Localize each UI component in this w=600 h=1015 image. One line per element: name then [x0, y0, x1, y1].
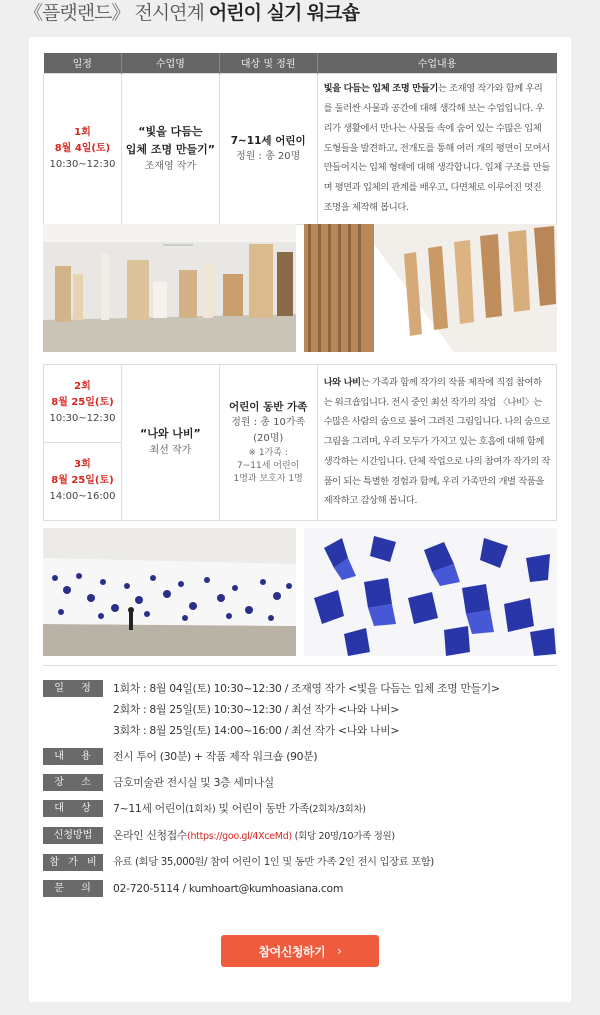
gallery-photo-butterfly-room	[43, 528, 296, 656]
apply-value-b: (회당 20명/10가족 정원)	[291, 831, 395, 842]
info-value-schedule	[113, 680, 500, 739]
session1-capacity: 정원 : 총 20명	[236, 150, 301, 162]
target-note-b: (2회차/3회차)	[309, 804, 366, 815]
info-row-contact	[43, 880, 557, 897]
info-label-target: 대 상	[43, 800, 103, 817]
session1-number: 1회	[74, 126, 91, 138]
session23-note-2: 7~11세 어린이	[236, 460, 300, 471]
target-value-a: 7~11세 어린이	[113, 802, 186, 815]
session23-note-1: ※ 1가족 :	[248, 447, 288, 458]
gallery-photo-sculptures	[43, 224, 296, 352]
session23-target	[219, 364, 317, 520]
schedule-line-3: 3회차 : 8월 25일(토) 14:00~16:00 / 최선 작가 <나와 나비>	[113, 724, 400, 737]
session3-day: 8월 25일(토)	[51, 475, 114, 486]
info-value-fee: 유료 (회당 35,000원/ 참여 어린이 1인 및 동반 가족 2인 전시 입장료 포함)	[113, 857, 434, 868]
info-row-target	[43, 800, 557, 818]
table-header-row	[44, 53, 557, 73]
apply-value-a: 온라인 신청접수	[113, 829, 188, 842]
page-title-light: 《플랫랜드》 전시연계	[24, 2, 204, 24]
info-label-apply: 신청방법	[43, 827, 103, 844]
info-row-apply	[43, 827, 557, 845]
apply-button[interactable]	[221, 935, 379, 967]
info-value-content: 전시 투어 (30분) + 작품 제작 워크숍 (90분)	[113, 750, 318, 763]
apply-button-label: 참여신청하기	[258, 944, 326, 959]
divider	[43, 665, 557, 666]
info-value-contact: 02-720-5114 / kumhoart@kumhoasiana.com	[113, 882, 344, 895]
info-row-schedule	[43, 680, 557, 739]
th-content: 수업내용	[317, 53, 556, 73]
info-label-content: 내 용	[43, 748, 103, 765]
session3-date	[44, 442, 122, 520]
session2-time: 10:30~12:30	[49, 413, 116, 424]
session2-date	[44, 364, 122, 442]
session2-day: 8월 25일(토)	[51, 397, 114, 408]
session23-artist: 최선 작가	[149, 445, 192, 456]
gallery-photo-wood-detail	[304, 224, 557, 352]
session23-target-text: 어린이 동반 가족	[229, 400, 308, 413]
session23-note-3: 1명과 보호자 1명	[233, 473, 303, 484]
schedule-line-2: 2회차 : 8월 25일(토) 10:30~12:30 / 최선 작가 <나와 나비>	[113, 703, 400, 716]
session1-target-text: 7~11세 어린이	[230, 134, 306, 147]
session23-desc-bold: 나와 나비	[323, 376, 361, 388]
session23-description	[317, 364, 556, 520]
session1-desc-bold: 빛을 다듬는 입체 조명 만들기	[323, 83, 438, 95]
session1-date	[44, 73, 122, 224]
info-label-place: 장 소	[43, 774, 103, 791]
info-label-fee: 참 가 비	[43, 854, 103, 871]
session1-class	[121, 73, 219, 224]
chevron-right-icon: ›	[337, 944, 342, 958]
page-title-bold: 어린이 실기 워크숍	[208, 2, 359, 24]
session23-desc-text: 는 가족과 함께 작가의 작품 제작에 직접 참여하는 워크숍입니다. 전시 중인 최선 작가의 작업 〈나비〉는 수많은 사람의 숨으로 불어 그려진 그림입니다. 나의 숨으로 그림을 그리며, 우리 모두가 가지고 있는 호흡에 대해 함께 생각하는 시간입니다. 단체 작업으로 나의 참여가 작가의 작품이 되는 특별한 경험과 함께, 우리 가족만의 개별 작품을 제작하고 감상해 봅니다.	[323, 376, 550, 507]
session1-target	[219, 73, 317, 224]
session3-number: 3회	[74, 459, 91, 470]
info-value-place: 금호미술관 전시실 및 3층 세미나실	[113, 776, 274, 789]
target-value-b: 및 어린이 동반 가족	[215, 802, 309, 815]
session3-time: 14:00~16:00	[49, 491, 116, 502]
session1-day: 8월 4일(토)	[54, 142, 111, 154]
session23-capacity: 정원 : 총 10가족	[231, 416, 306, 428]
th-schedule: 일정	[44, 53, 122, 73]
info-value-target	[113, 800, 366, 818]
content-card	[29, 37, 571, 1002]
info-value-apply	[113, 827, 395, 845]
info-section	[43, 680, 557, 906]
page-title	[24, 0, 359, 30]
session1-time: 10:30~12:30	[49, 158, 116, 170]
session23-class-name: “나와 나비”	[139, 427, 201, 440]
info-label-schedule: 일 정	[43, 680, 103, 697]
target-note-a: (1회차)	[185, 804, 216, 815]
info-label-contact: 문 의	[43, 880, 103, 897]
table-row-session2	[44, 364, 557, 442]
session1-artist: 조재영 작가	[144, 160, 197, 172]
apply-link[interactable]: (https://goo.gl/4XceMd)	[187, 831, 292, 842]
info-row-content	[43, 748, 557, 765]
session1-class-line2: 입체 조명 만들기”	[125, 142, 216, 156]
session23-class	[121, 364, 219, 520]
gallery-photo-butterfly-closeup	[304, 528, 557, 656]
info-row-fee	[43, 854, 557, 871]
th-target: 대상 및 정원	[219, 53, 317, 73]
session1-description	[317, 73, 556, 224]
session1-class-line1: “빛을 다듬는	[138, 124, 203, 138]
table-row-session1	[44, 73, 557, 224]
session1-desc-text: 는 조재영 작가와 함께 우리를 둘러싼 사물과 공간에 대해 생각해 보는 수업입니다. 우리가 생활에서 만나는 사물들 속에 숨어 있는 수많은 입체 도형들을 발견하고, 전개도를 통해 여러 개의 평면이 모여서 만들어지는 입체 형태에 대해 생각합니다. 입체 구조를 만들며 평면과 입체의 관계를 배우고, 다면체로 이루어진 멋진 조명을 제작해 봅니다.	[323, 83, 550, 213]
session2-number: 2회	[74, 381, 91, 392]
session23-capacity-people: (20명)	[253, 432, 284, 444]
schedule-line-1: 1회차 : 8월 04일(토) 10:30~12:30 / 조재영 작가 <빛을 다듬는 입체 조명 만들기>	[113, 682, 500, 695]
th-class-name: 수업명	[121, 53, 219, 73]
info-row-place	[43, 774, 557, 791]
